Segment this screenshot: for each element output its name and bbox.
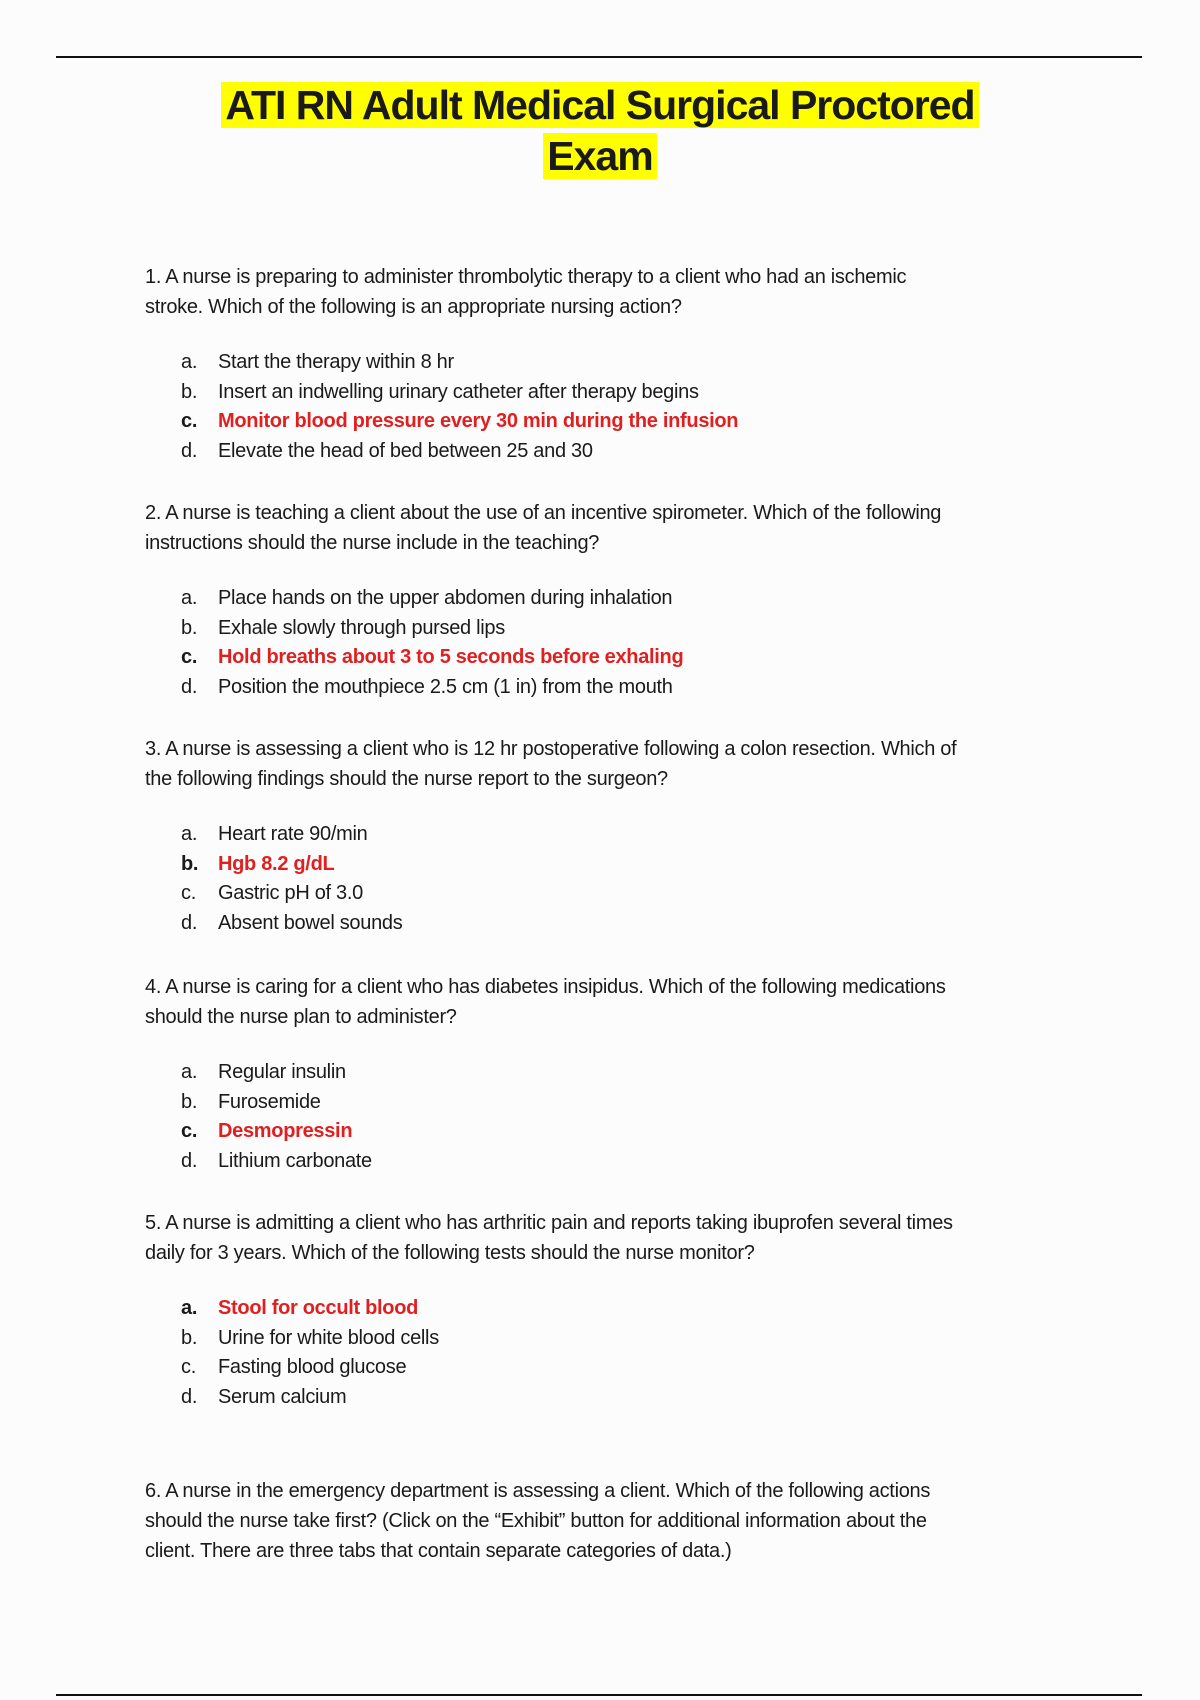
option-label: d. <box>181 911 198 934</box>
option-list <box>145 1294 953 1412</box>
answer-option <box>145 378 906 408</box>
correct-answer-option <box>145 407 906 437</box>
correct-answer-option <box>145 850 956 880</box>
option-label: a. <box>181 823 198 845</box>
answer-option <box>145 348 906 378</box>
option-text: Stool for occult blood <box>218 1297 419 1319</box>
question-6 <box>145 1476 930 1566</box>
title-line-1: ATI RN Adult Medical Surgical Proctored <box>221 82 978 128</box>
question-text-line: 6. A nurse in the emergency department is assessing a client. Which of the following actions <box>145 1480 931 1502</box>
correct-answer-option <box>145 1117 946 1147</box>
option-label: d. <box>181 1385 198 1408</box>
answer-option <box>145 1058 946 1088</box>
option-text: Elevate the head of bed between 25 and 30 <box>218 439 593 462</box>
option-label: c. <box>181 1356 196 1378</box>
option-text: Absent bowel sounds <box>218 911 403 934</box>
question-text-line: daily for 3 years. Which of the following tests should the nurse monitor? <box>145 1242 755 1264</box>
question-text-line: client. There are three tabs that contain separate categories of data.) <box>145 1540 732 1562</box>
question-5 <box>145 1208 953 1412</box>
option-list <box>145 584 941 702</box>
question-2 <box>145 498 941 702</box>
answer-option <box>145 879 956 909</box>
question-text-line: 4. A nurse is caring for a client who has diabetes insipidus. Which of the following medications <box>145 976 946 998</box>
option-text: Exhale slowly through pursed lips <box>218 616 505 639</box>
answer-option <box>145 1088 946 1118</box>
option-list <box>145 820 956 938</box>
correct-answer-option <box>145 1294 953 1324</box>
option-text: Position the mouthpiece 2.5 cm (1 in) from the mouth <box>218 675 673 698</box>
option-text: Serum calcium <box>218 1385 347 1408</box>
option-text: Insert an indwelling urinary catheter after therapy begins <box>218 380 699 403</box>
option-label: d. <box>181 1149 198 1172</box>
question-text-line: should the nurse plan to administer? <box>145 1006 457 1028</box>
option-label: a. <box>181 1061 198 1083</box>
question-text-line: instructions should the nurse include in the teaching? <box>145 532 600 554</box>
option-text: Desmopressin <box>218 1120 353 1142</box>
question-text-line: the following findings should the nurse report to the surgeon? <box>145 768 668 790</box>
option-text: Lithium carbonate <box>218 1149 372 1172</box>
option-label: d. <box>181 675 198 698</box>
question-text-line: 2. A nurse is teaching a client about the use of an incentive spirometer. Which of the following <box>145 502 942 524</box>
question-3 <box>145 734 956 938</box>
option-text: Monitor blood pressure every 30 min during the infusion <box>218 410 739 432</box>
option-label: b. <box>181 1090 198 1113</box>
option-text: Hold breaths about 3 to 5 seconds before exhaling <box>218 646 684 668</box>
answer-option <box>145 673 941 703</box>
option-text: Hgb 8.2 g/dL <box>218 852 335 875</box>
option-text: Start the therapy within 8 hr <box>218 351 454 373</box>
footer-rule <box>56 1694 1142 1696</box>
option-label: a. <box>181 587 198 609</box>
option-label: c. <box>181 646 198 668</box>
option-label: b. <box>181 1326 198 1349</box>
correct-answer-option <box>145 643 941 673</box>
option-text: Regular insulin <box>218 1061 346 1083</box>
answer-option <box>145 1353 953 1383</box>
title-line-2: Exam <box>543 133 656 179</box>
option-list <box>145 348 906 466</box>
question-4 <box>145 972 946 1176</box>
option-text: Furosemide <box>218 1090 321 1113</box>
answer-option <box>145 614 941 644</box>
option-text: Fasting blood glucose <box>218 1356 407 1378</box>
answer-option <box>145 820 956 850</box>
option-label: a. <box>181 351 198 373</box>
answer-option <box>145 1324 953 1354</box>
header-rule <box>56 56 1142 58</box>
option-label: b. <box>181 852 199 875</box>
answer-option <box>145 584 941 614</box>
option-label: b. <box>181 616 198 639</box>
option-label: c. <box>181 882 196 904</box>
option-text: Place hands on the upper abdomen during inhalation <box>218 587 673 609</box>
question-1 <box>145 262 906 466</box>
page-title <box>0 80 1200 130</box>
page-title-2 <box>0 131 1200 181</box>
option-text: Gastric pH of 3.0 <box>218 882 363 904</box>
option-list <box>145 1058 946 1176</box>
option-text: Heart rate 90/min <box>218 823 368 845</box>
question-text-line: stroke. Which of the following is an appropriate nursing action? <box>145 296 682 318</box>
option-label: d. <box>181 439 198 462</box>
option-label: b. <box>181 380 198 403</box>
question-text-line: 1. A nurse is preparing to administer thrombolytic therapy to a client who had an ischemic <box>145 266 907 288</box>
option-label: a. <box>181 1297 198 1319</box>
question-text-line: 3. A nurse is assessing a client who is 12 hr postoperative following a colon resection. Which of <box>145 738 957 760</box>
answer-option <box>145 1383 953 1413</box>
question-text-line: 5. A nurse is admitting a client who has arthritic pain and reports taking ibuprofen several times <box>145 1212 953 1234</box>
answer-option <box>145 1147 946 1177</box>
option-label: c. <box>181 1120 198 1142</box>
option-text: Urine for white blood cells <box>218 1326 439 1349</box>
question-text-line: should the nurse take first? (Click on the “Exhibit” button for additional information about the <box>145 1510 927 1532</box>
option-label: c. <box>181 410 198 432</box>
answer-option <box>145 909 956 939</box>
answer-option <box>145 437 906 467</box>
